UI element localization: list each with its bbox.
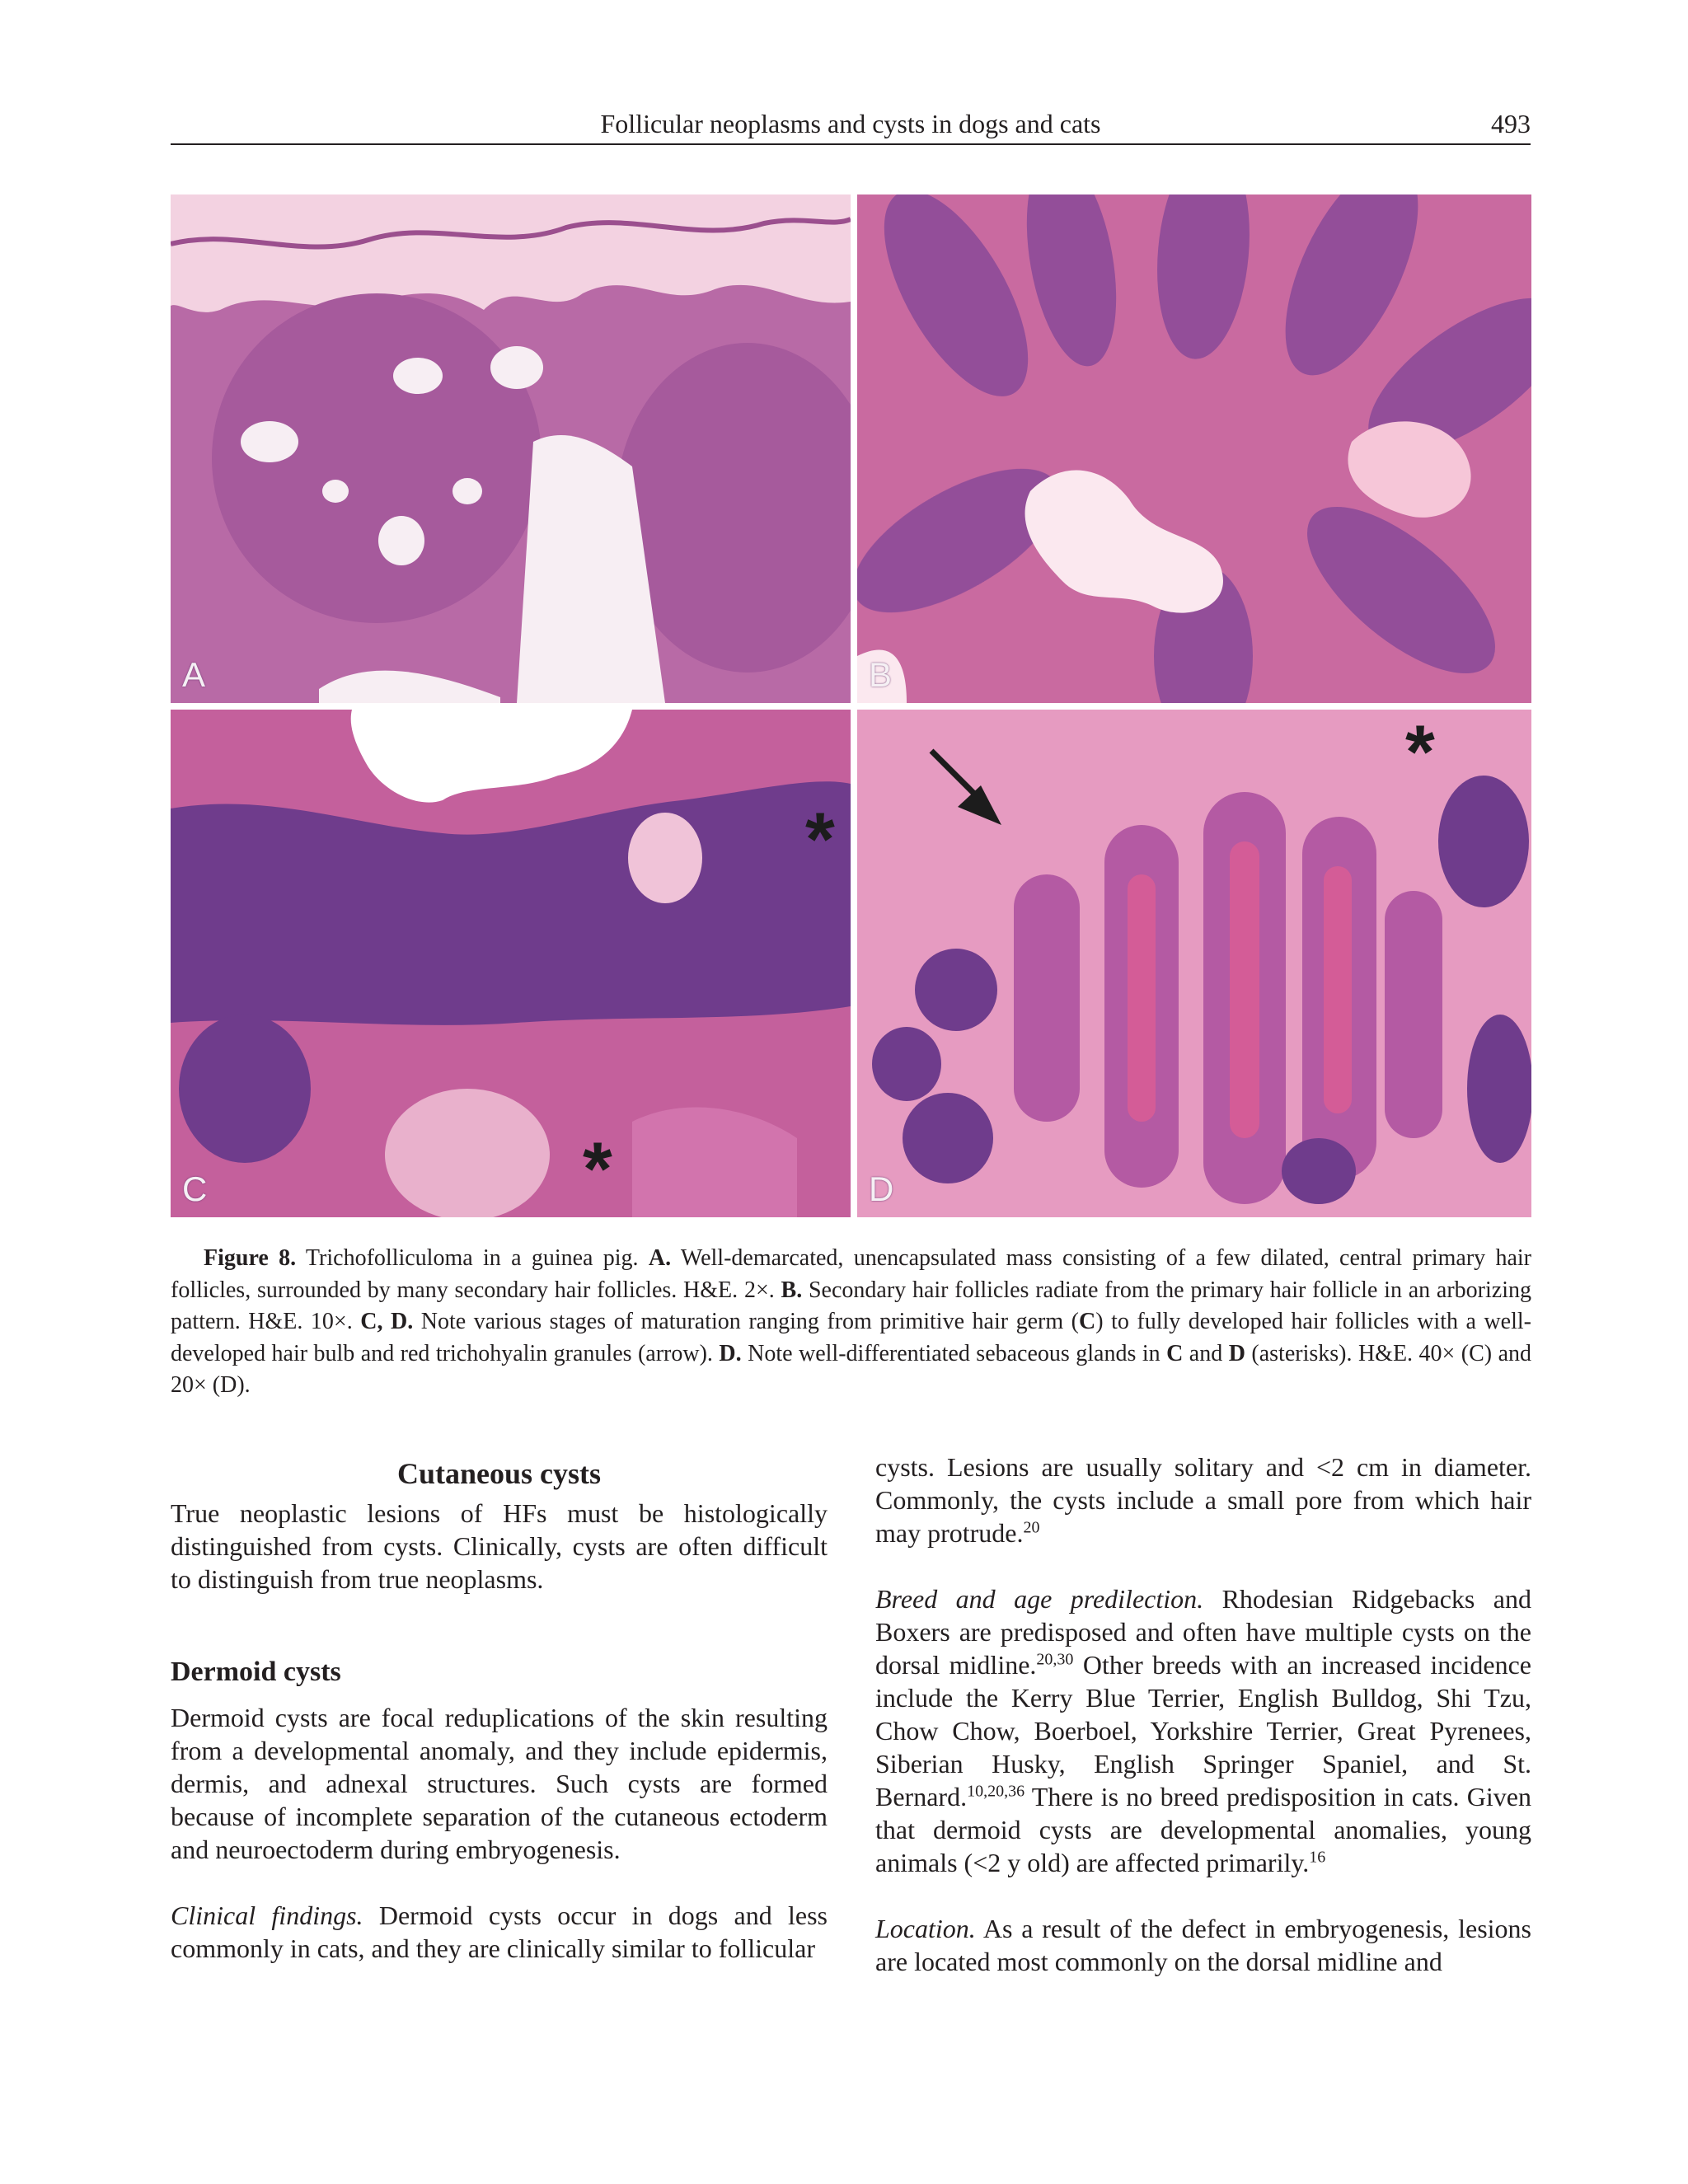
histology-image-a: [171, 194, 851, 703]
figure-panel-a: [171, 194, 851, 703]
citation: 20: [1023, 1518, 1040, 1537]
figure-panel-d: [857, 710, 1531, 1217]
body-paragraph: Dermoid cysts are focal reduplications of the skin resulting from a developmental anomaly, and they include epidermis, dermis, and adnexal structures. Such cysts are formed because of incomplete separation of the cutaneous ectoderm and neuroectoderm during embryogenesis.: [171, 1703, 828, 1864]
citation: 10,20,36: [967, 1782, 1025, 1801]
panel-label: A: [182, 655, 206, 694]
histology-image-c: [171, 710, 851, 1217]
right-column: [875, 1451, 1531, 1978]
paragraph-lead: Clinical findings.: [171, 1900, 363, 1930]
running-header: [171, 107, 1531, 145]
body-paragraph: Location. As a result of the defect in embryogenesis, lesions are located most commonly on the dorsal midline and: [875, 1914, 1531, 1976]
sebaceous-gland-asterisk: *: [805, 798, 835, 882]
body-paragraph: cysts. Lesions are usually solitary and <2 cm in diameter. Commonly, the cysts include a small pore from which hair may protrude.$^{20}$: [875, 1452, 1531, 1548]
histology-image-b: [857, 194, 1531, 703]
running-title: Follicular neoplasms and cysts in dogs and cats: [600, 109, 1101, 138]
citation: 16: [1309, 1848, 1326, 1867]
sebaceous-gland-asterisk: *: [1405, 710, 1435, 794]
paragraph-lead: Location.: [875, 1914, 976, 1943]
paragraph-lead: Breed and age predilection.: [875, 1584, 1204, 1614]
citation: 20,30: [1036, 1650, 1074, 1669]
left-column: [171, 1451, 828, 1965]
caption-text: Figure 8. Trichofolliculoma in a guinea pig. A. Well-demarcated, unencapsulated mass consisting of a few dilated, central primary hair follicles, surrounded by many secondary hair follicles. H&E. 2×. B. Secondary hair follicles radiate from the primary hair follicle in an arborizing pattern. H&E. 10×. C, D. Note various stages of maturation ranging from primitive hair germ (C) to fully developed hair follicles with a well-developed hair bulb and red trichohyalin granules (arrow). D. Note well-differentiated sebaceous glands in C and D (asterisks). H&E. 40× (C) and 20× (D).: [171, 1245, 1532, 1398]
figure-panel-b: [857, 194, 1531, 703]
body-paragraph: Clinical findings. Dermoid cysts occur in dogs and less commonly in cats, and they are clinically similar to follicular: [171, 1900, 828, 1963]
caption-label: Figure 8.: [204, 1245, 297, 1271]
page-number: 493: [1491, 109, 1531, 138]
panel-label: B: [869, 655, 893, 694]
figure-8: [171, 194, 1531, 1217]
subsection-heading: Dermoid cysts: [171, 1657, 341, 1687]
panel-label: C: [182, 1169, 208, 1208]
body-paragraph: Breed and age predilection. Rhodesian Ridgebacks and Boxers are predisposed and often have multiple cysts on the dorsal midline.$^{20,30}$ Other breeds with an increased incidence include the Kerry Blue Terrier, English Bulldog, Shi Tzu, Chow Chow, Boerboel, Yorkshire Terrier, Great Pyrenees, Siberian Husky, English Springer Spaniel, and St. Bernard.$^{10,20,36}$ There is no breed predisposition in cats. Given that dermoid cysts are developmental anomalies, young animals (<2 y old) are affected primarily.$^{16}$: [875, 1584, 1532, 1877]
figure-caption: [171, 1243, 1531, 1402]
panel-label: D: [869, 1169, 894, 1208]
figure-panel-c: [171, 710, 851, 1217]
section-heading: Cutaneous cysts: [396, 1457, 602, 1490]
body-paragraph: True neoplastic lesions of HFs must be histologically distinguished from cysts. Clinically, cysts are often difficult to distinguish from true neoplasms.: [171, 1498, 828, 1594]
sebaceous-gland-asterisk: *: [583, 1127, 612, 1212]
